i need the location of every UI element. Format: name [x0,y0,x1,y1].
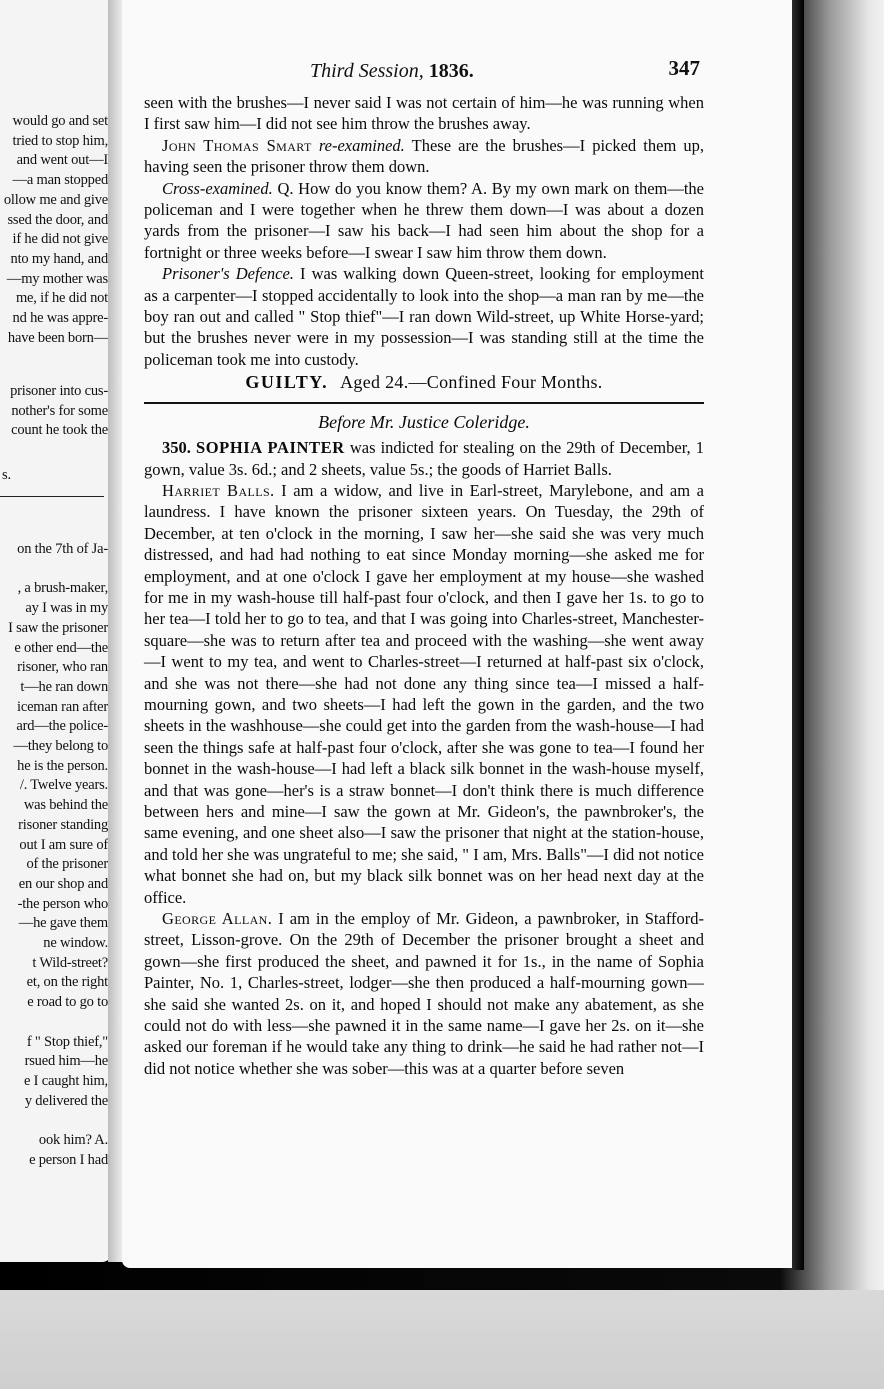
running-title: Third Session, [310,60,424,82]
left-page-line: s. [2,467,11,483]
left-page-line: t—he ran down [20,678,108,695]
witness-name: John Thomas Smart [162,135,312,155]
left-page-line: risoner, who ran [17,659,108,676]
left-page-line: et, on the right [26,974,108,991]
left-page-line: ollow me and give [3,191,108,208]
paragraph: Prisoner's Defence. I was walking down Queen-street, looking for employment as a carpenter—I stopped accidentally to look into the shop—a man ran by me—the boy ran out and called " Stop thief"—I ran down Wild-street, up White Horse-yard; but the brushes never were in my possession—I was standing still at the time the policeman took me into custody. [144,264,704,369]
left-page-line: was behind the [23,797,108,814]
left-page-line: of the prisoner [26,856,108,873]
paragraph: seen with the brushes—I never said I was not certain of him—he was running when I first saw him—I did not see him throw the brushes away. [144,93,704,134]
left-page-line: —my mother was [6,270,108,287]
left-page-line: e road to go to [27,994,108,1011]
paragraph: George Allan. I am in the employ of Mr. Gideon, a pawnbroker, in Stafford-street, Lisson-grove. On the 29th of December the prisoner brought a sheet and gown—she first produced the sheet, and pawned it for 1s., in the name of Sophia Painter, No. 1, Charles-street, lodger—she then produced a half-mourning gown—she said she wanted 2s. on it, and hoped I should not make any abatement, as she could not do with less—she pawned it in the same name—I gave her 2s. on it—she asked our foreman if he would take any thing to drink—he said he had rather not—I did not notice whether she was sober—this was at a quarter before seven [144,909,705,1078]
case-number: 350. [162,438,191,458]
verdict-sentence: Aged 24.—Confined Four Months. [340,372,603,393]
verdict-guilty: GUILTY. [245,372,329,393]
left-page-line: he is the person. [17,757,108,774]
left-page-line: prisoner into cus- [10,383,108,399]
left-page [0,0,112,1262]
page-number: 347 [668,56,700,80]
left-page-line: risoner standing [18,816,108,833]
case-heading: 350. SOPHIA PAINTER was indicted for stealing on the 29th of December, 1 gown, value 3s. 6d.; and 2 sheets, value 5s.; the goods of Harriet Balls. [144,438,704,479]
section-divider [144,402,704,404]
left-page-line: ne window. [43,935,108,951]
left-page-line: en our shop and [18,875,108,892]
left-page-line: ard—the police- [16,718,108,735]
left-page-line: y delivered the [24,1092,108,1109]
witness-role: re-examined. [318,135,405,155]
left-page-divider [0,496,104,497]
left-page-line: ssed the door, and [7,211,108,228]
left-page-line: rsued him—he [24,1053,108,1070]
running-year: 1836. [428,60,474,82]
left-page-line: nd he was appre- [12,310,108,326]
witness-name: George Allan. [162,909,273,929]
page-edge-shadow [792,0,804,1270]
left-page-line: if he did not give [12,231,108,248]
left-page-line: iceman ran after [17,698,108,715]
left-page-line: e I caught him, [24,1072,108,1089]
left-page-line: e person I had [29,1151,108,1168]
left-page-line: t Wild-street? [32,954,108,971]
left-page-line: -the person who [17,895,108,912]
left-page-line: tried to stop him, [12,132,108,149]
witness-name: Harriet Balls. [162,480,275,500]
left-page-line: —they belong to [13,738,108,754]
section-label: Prisoner's Defence. [162,264,294,284]
right-page [122,0,792,1268]
paragraph: Harriet Balls. I am a widow, and live in Earl-street, Marylebone, and am a laundress. I have known the prisoner sixteen years. On Tuesday, the 29th of December, at ten o'clock in the morning, I saw her—she said she was very much distressed, and had had nothing to eat since Monday morning—she asked me for employment, and at one o'clock I gave her employment at my house—she washed for me in my wash-house till half-past four o'clock, and then I gave her 1s. to go to her tea—I told her to go to tea, and that I was going into Charles-street, Manchester-square—she was to return after tea and proceed with the washing—she went away—I went to my tea, and went to Charles-street—I returned at half-past six o'clock, and she was not there—she had not done any thing since tea—I missed a half-mourning gown, and two sheets—I had left the gown in the garden, and the two sheets in the washhouse—she could get into the garden from the wash-house—I had seen the things safe at half-past four o'clock, after she was gone to tea—I found her bonnet in the wash-house—I had left a black silk bonnet in the wash-house myself, and that was gone—her's is a straw bonnet—I don't think there is much difference between hers and mine—I saw the gown at Mr. Gideon's, the pawnbroker's, the same evening, and one sheet also—I saw the prisoner that night at the station-house, and told her she was ungrateful to me; she said, " I am, Mrs. Balls"—I did not notice what bonnet she had on, but my black silk bonnet was on her head next day at the office. [144,480,705,907]
left-page-line: ook him? A. [38,1132,108,1148]
left-page-line: would go and set [12,113,108,129]
left-page-line: —he gave them [18,915,108,932]
left-page-line: out I am sure of [19,836,108,853]
left-page-line: e other end—the [14,639,108,656]
left-page-line: I saw the prisoner [8,619,108,636]
left-page-line: /. Twelve years. [19,777,108,794]
left-page-line: nother's for some [11,402,108,419]
paragraph: John Thomas Smart re-examined. These are the brushes—I picked them up, having seen the prisoner throw them down. [144,135,705,177]
page-body [144,92,704,1079]
left-page-line: —a man stopped [12,172,108,189]
paragraph: Cross-examined. Q. How do you know them? A. By my own mark on them—the policeman and I were together when he threw them down—I was about a dozen yards from the prisoner—I saw his back—I had seen him about the shop for a fortnight or three weeks before—I swear I saw him throw them down. [144,178,705,262]
scan-bed [0,1290,884,1389]
left-page-line: ay I was in my [25,600,108,617]
section-label: Cross-examined. [162,178,273,198]
verdict [144,372,704,393]
defendant-name: SOPHIA PAINTER [195,438,345,458]
left-page-line: nto my hand, and [10,250,108,267]
left-page-line: , a brush-maker, [17,580,108,597]
running-head [310,60,474,83]
left-page-line: count he took the [11,422,108,439]
left-page-line: and went out—I [16,152,108,169]
left-page-line: me, if he did not [15,290,108,307]
left-page-line: f " Stop thief," [26,1033,108,1050]
judge-heading: Before Mr. Justice Coleridge. [318,411,530,432]
left-page-line: on the 7th of Ja- [17,541,108,557]
left-page-line: have been born— [7,329,108,346]
page-header [122,56,792,90]
